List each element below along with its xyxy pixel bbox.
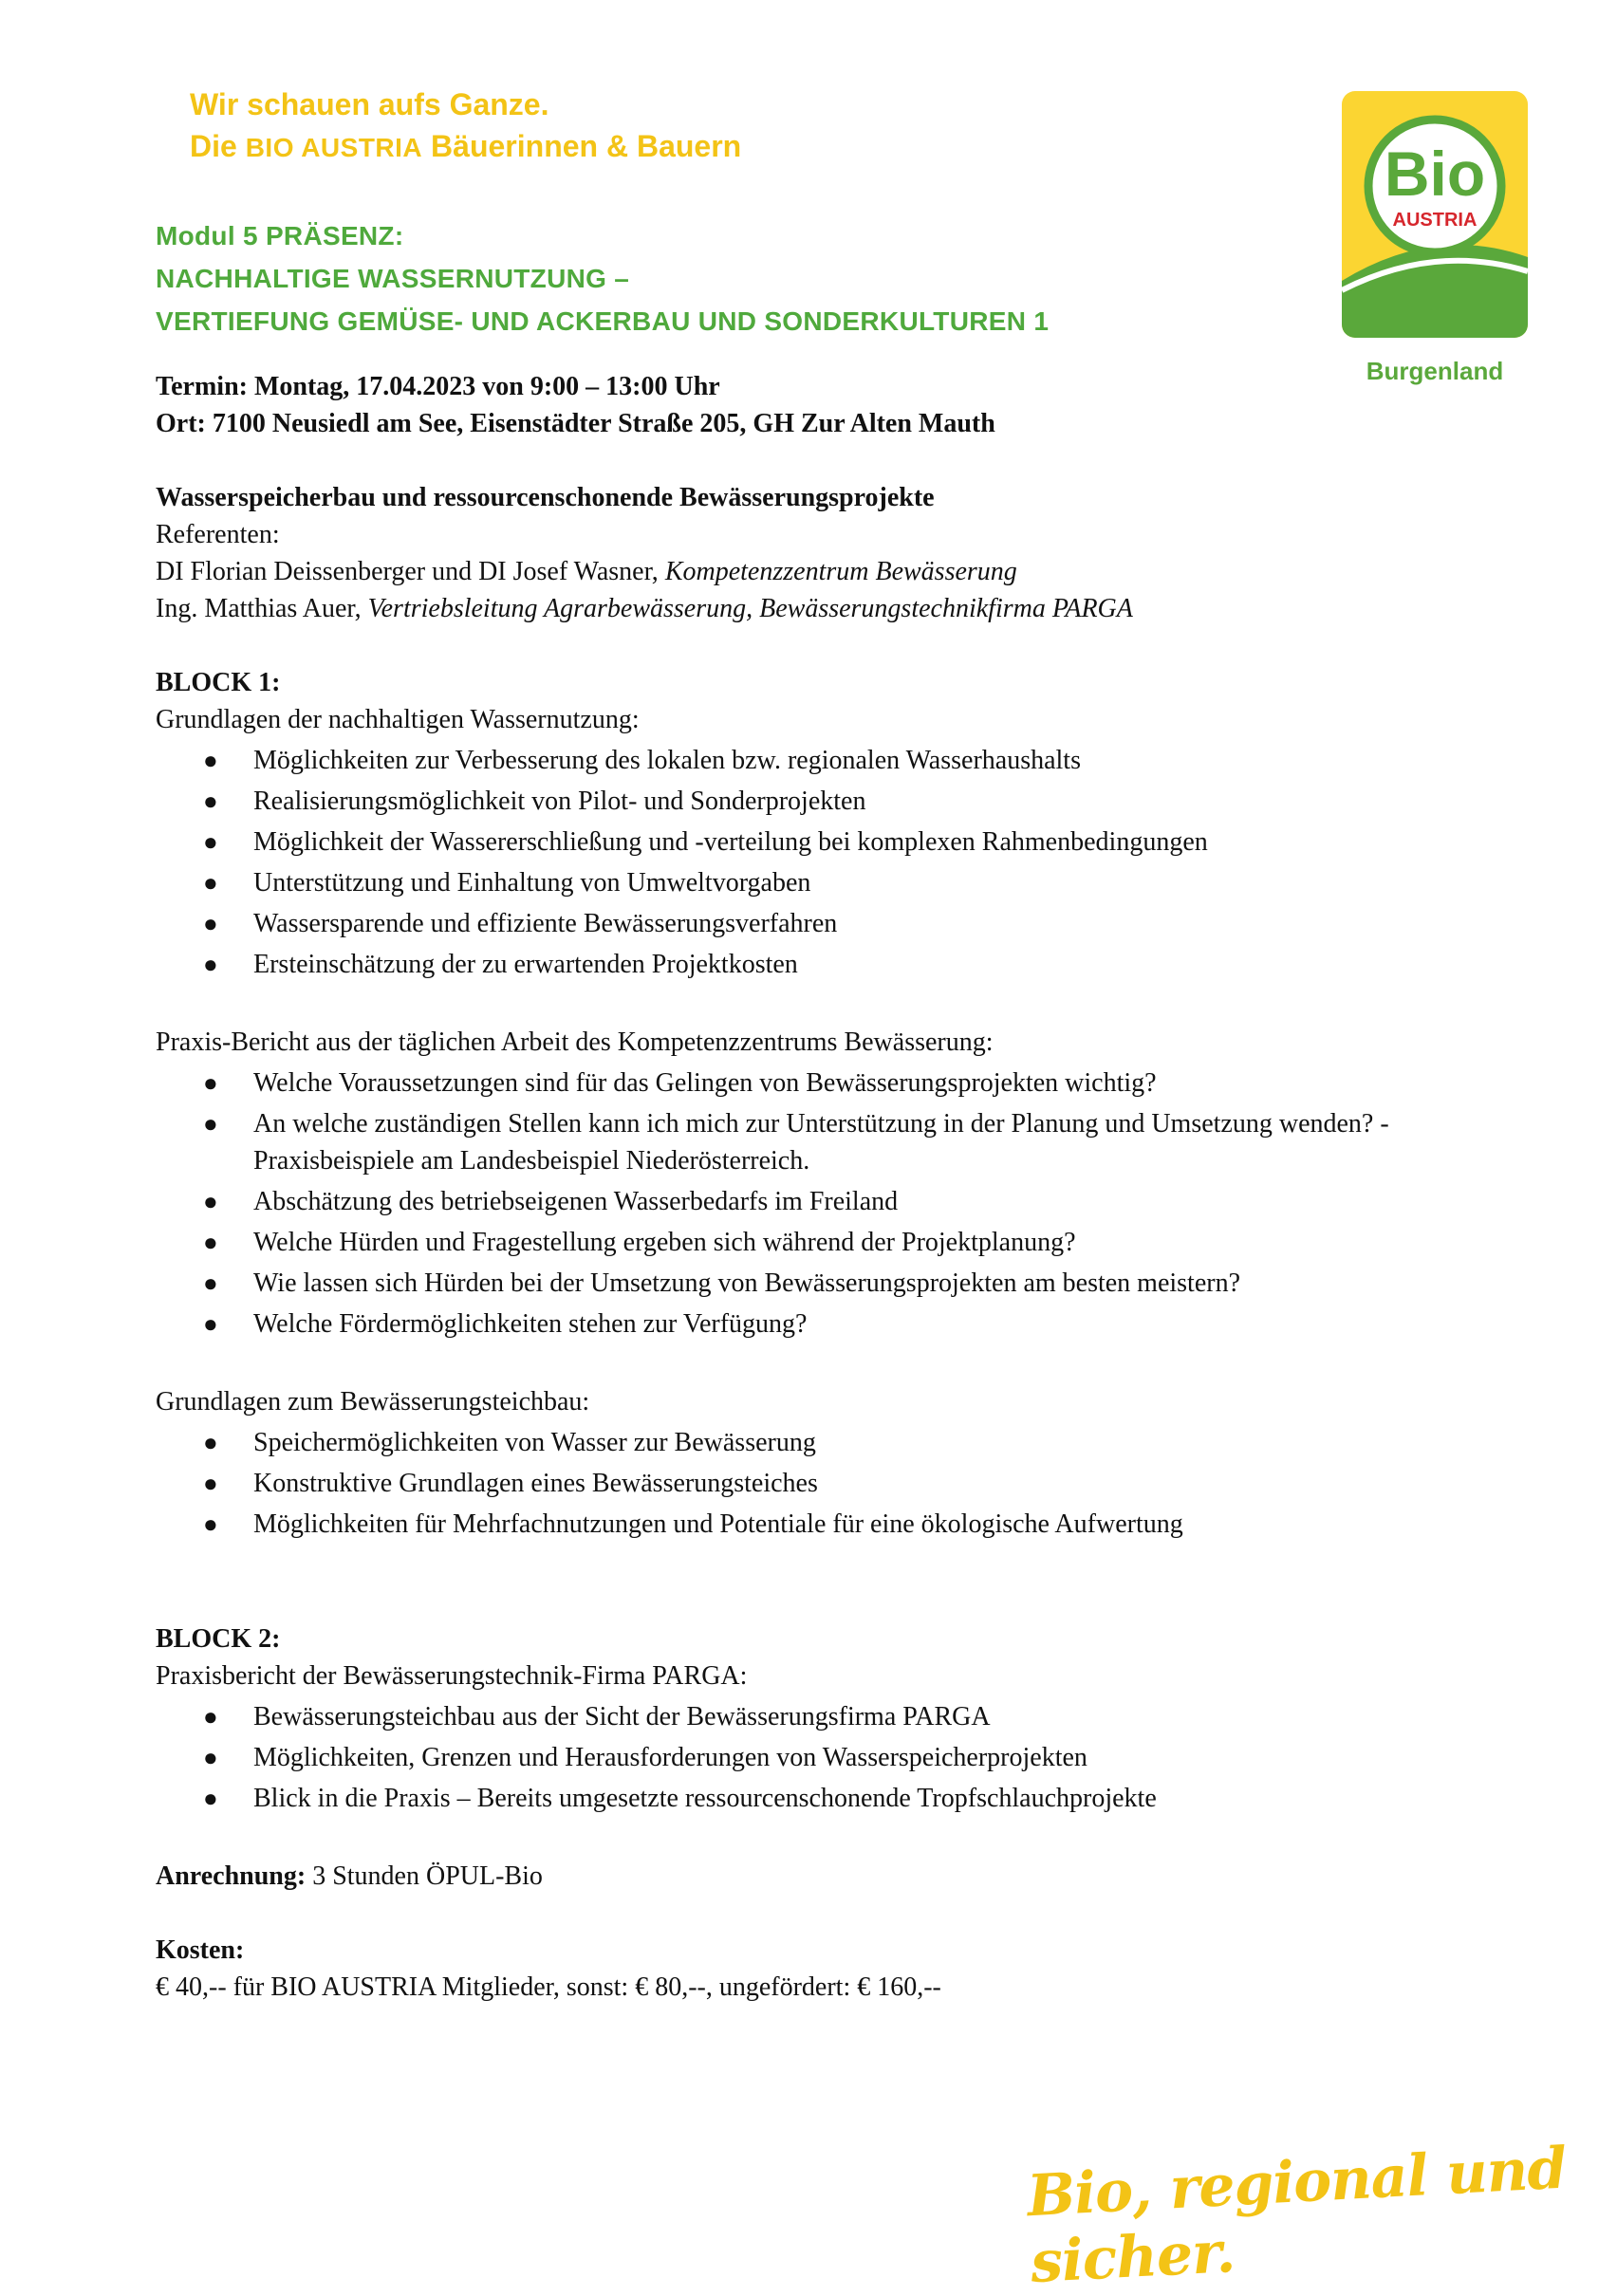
tagline-suffix: Bäuerinnen & Bauern — [422, 129, 742, 163]
block-2-intro: Praxisbericht der Bewässerungstechnik-Firma PARGA: — [156, 1661, 748, 1691]
list-item: ● Möglichkeiten zur Verbesserung des lokalen bzw. regionalen Wasserhaushalts — [156, 742, 1427, 779]
list-item: ● Blick in die Praxis – Bereits umgesetzte ressourcenschonende Tropfschlauchprojekte — [156, 1780, 1427, 1817]
bullet-icon: ● — [203, 787, 218, 815]
list-item: ● Möglichkeiten, Grenzen und Herausforderungen von Wasserspeicherprojekten — [156, 1739, 1427, 1776]
block-1-section-3-list — [156, 1424, 1427, 1543]
bullet-icon: ● — [203, 951, 218, 978]
list-item: ● Unterstützung und Einhaltung von Umweltvorgaben — [156, 864, 1427, 901]
credit-hours — [156, 1858, 1427, 1895]
speaker-1-org: Kompetenzzentrum Bewässerung — [664, 557, 1017, 586]
costs-label: Kosten: — [156, 1935, 245, 1965]
bullet-icon: ● — [203, 1429, 218, 1456]
topic-heading: Wasserspeicherbau und ressourcenschonende Bewässerungsprojekte — [156, 483, 935, 512]
title-line-2: NACHHALTIGE WASSERNUTZUNG – — [156, 264, 630, 293]
bullet-icon: ● — [203, 910, 218, 937]
bullet-icon: ● — [203, 1188, 218, 1215]
speaker-1-name: DI Florian Deissenberger und DI Josef Wasner, — [156, 557, 665, 586]
list-item: ● Wie lassen sich Hürden bei der Umsetzung von Bewässerungsprojekten am besten meistern? — [156, 1265, 1427, 1302]
bullet-icon: ● — [203, 1703, 218, 1731]
title-line-3: VERTIEFUNG GEMÜSE- UND ACKERBAU UND SONDERKULTUREN 1 — [156, 306, 1050, 336]
bullet-icon: ● — [203, 1229, 218, 1256]
list-item: ● Möglichkeiten für Mehrfachnutzungen und Potentiale für eine ökologische Aufwertung — [156, 1506, 1427, 1543]
bullet-icon: ● — [203, 1310, 218, 1338]
bullet-icon: ● — [203, 828, 218, 856]
speaker-2-org: Vertriebsleitung Agrarbewässerung, Bewässerungstechnikfirma PARGA — [367, 594, 1133, 623]
tagline-prefix: Die — [190, 129, 246, 163]
block-1-section-1-intro: Grundlagen der nachhaltigen Wassernutzung: — [156, 705, 640, 734]
logo-country: AUSTRIA — [1392, 210, 1478, 231]
block-2-list — [156, 1698, 1427, 1817]
list-item: ● Bewässerungsteichbau aus der Sicht der Bewässerungsfirma PARGA — [156, 1698, 1427, 1735]
list-item: ● Speichermöglichkeiten von Wasser zur Bewässerung — [156, 1424, 1427, 1461]
list-item: ● Welche Hürden und Fragestellung ergeben sich während der Projektplanung? — [156, 1224, 1427, 1261]
bullet-icon: ● — [203, 1510, 218, 1538]
header-tagline — [190, 83, 741, 169]
bullet-icon: ● — [203, 1744, 218, 1771]
bullet-icon: ● — [203, 1069, 218, 1097]
tagline-line-1: Wir schauen aufs Ganze. — [190, 87, 549, 121]
footer-slogan: Bio, regional und sicher. — [1025, 2135, 1568, 2296]
list-item: ● Abschätzung des betriebseigenen Wasserbedarfs im Freiland — [156, 1183, 1427, 1220]
list-item: ● Realisierungsmöglichkeit von Pilot- und Sonderprojekten — [156, 783, 1427, 820]
speaker-2-name: Ing. Matthias Auer, — [156, 594, 368, 623]
costs-value: € 40,-- für BIO AUSTRIA Mitglieder, sonst: € 80,--, ungefördert: € 160,-- — [156, 1972, 941, 2002]
list-item: ● Welche Voraussetzungen sind für das Gelingen von Bewässerungsprojekten wichtig? — [156, 1065, 1427, 1102]
document-title — [156, 214, 1049, 343]
tagline-brand: BIO AUSTRIA — [245, 133, 423, 162]
bullet-icon: ● — [203, 1785, 218, 1812]
tagline-line-2 — [190, 125, 741, 169]
block-2-heading: BLOCK 2: — [156, 1624, 281, 1654]
list-item: ● Möglichkeit der Wassererschließung und -verteilung bei komplexen Rahmenbedingungen — [156, 824, 1427, 861]
speaker-1 — [156, 553, 1427, 590]
bullet-icon: ● — [203, 1470, 218, 1497]
block-1-section-2-intro: Praxis-Bericht aus der täglichen Arbeit des Kompetenzzentrums Bewässerung: — [156, 1028, 994, 1057]
bullet-icon: ● — [203, 1110, 218, 1138]
bullet-icon: ● — [203, 869, 218, 897]
bullet-icon: ● — [203, 747, 218, 774]
logo-region: Burgenland — [1366, 357, 1504, 385]
block-1-section-2-list — [156, 1065, 1427, 1342]
logo-word: Bio — [1384, 139, 1486, 209]
event-date: Termin: Montag, 17.04.2023 von 9:00 – 13:00 Uhr — [156, 372, 720, 401]
document-body — [156, 368, 1427, 2006]
list-item: ● An welche zuständigen Stellen kann ich mich zur Unterstützung in der Planung und Umsetzung wenden? - Praxisbeispiele am Landesbeispiel Niederösterreich. — [156, 1105, 1427, 1179]
list-item: ● Konstruktive Grundlagen eines Bewässerungsteiches — [156, 1465, 1427, 1502]
list-item: ● Wassersparende und effiziente Bewässerungsverfahren — [156, 905, 1427, 942]
bullet-icon: ● — [203, 1269, 218, 1297]
list-item: ● Welche Fördermöglichkeiten stehen zur Verfügung? — [156, 1305, 1427, 1342]
block-1-section-3-intro: Grundlagen zum Bewässerungsteichbau: — [156, 1387, 590, 1416]
credit-hours-value: 3 Stunden ÖPUL-Bio — [306, 1861, 543, 1891]
credit-hours-label: Anrechnung: — [156, 1861, 307, 1891]
event-location: Ort: 7100 Neusiedl am See, Eisenstädter Straße 205, GH Zur Alten Mauth — [156, 409, 995, 438]
speaker-2 — [156, 590, 1427, 627]
bio-austria-logo — [1342, 91, 1528, 338]
list-item: ● Ersteinschätzung der zu erwartenden Projektkosten — [156, 946, 1427, 983]
title-line-1: Modul 5 PRÄSENZ: — [156, 221, 404, 250]
block-1-heading: BLOCK 1: — [156, 668, 281, 697]
speakers-label: Referenten: — [156, 520, 280, 549]
block-1-section-1-list — [156, 742, 1427, 983]
